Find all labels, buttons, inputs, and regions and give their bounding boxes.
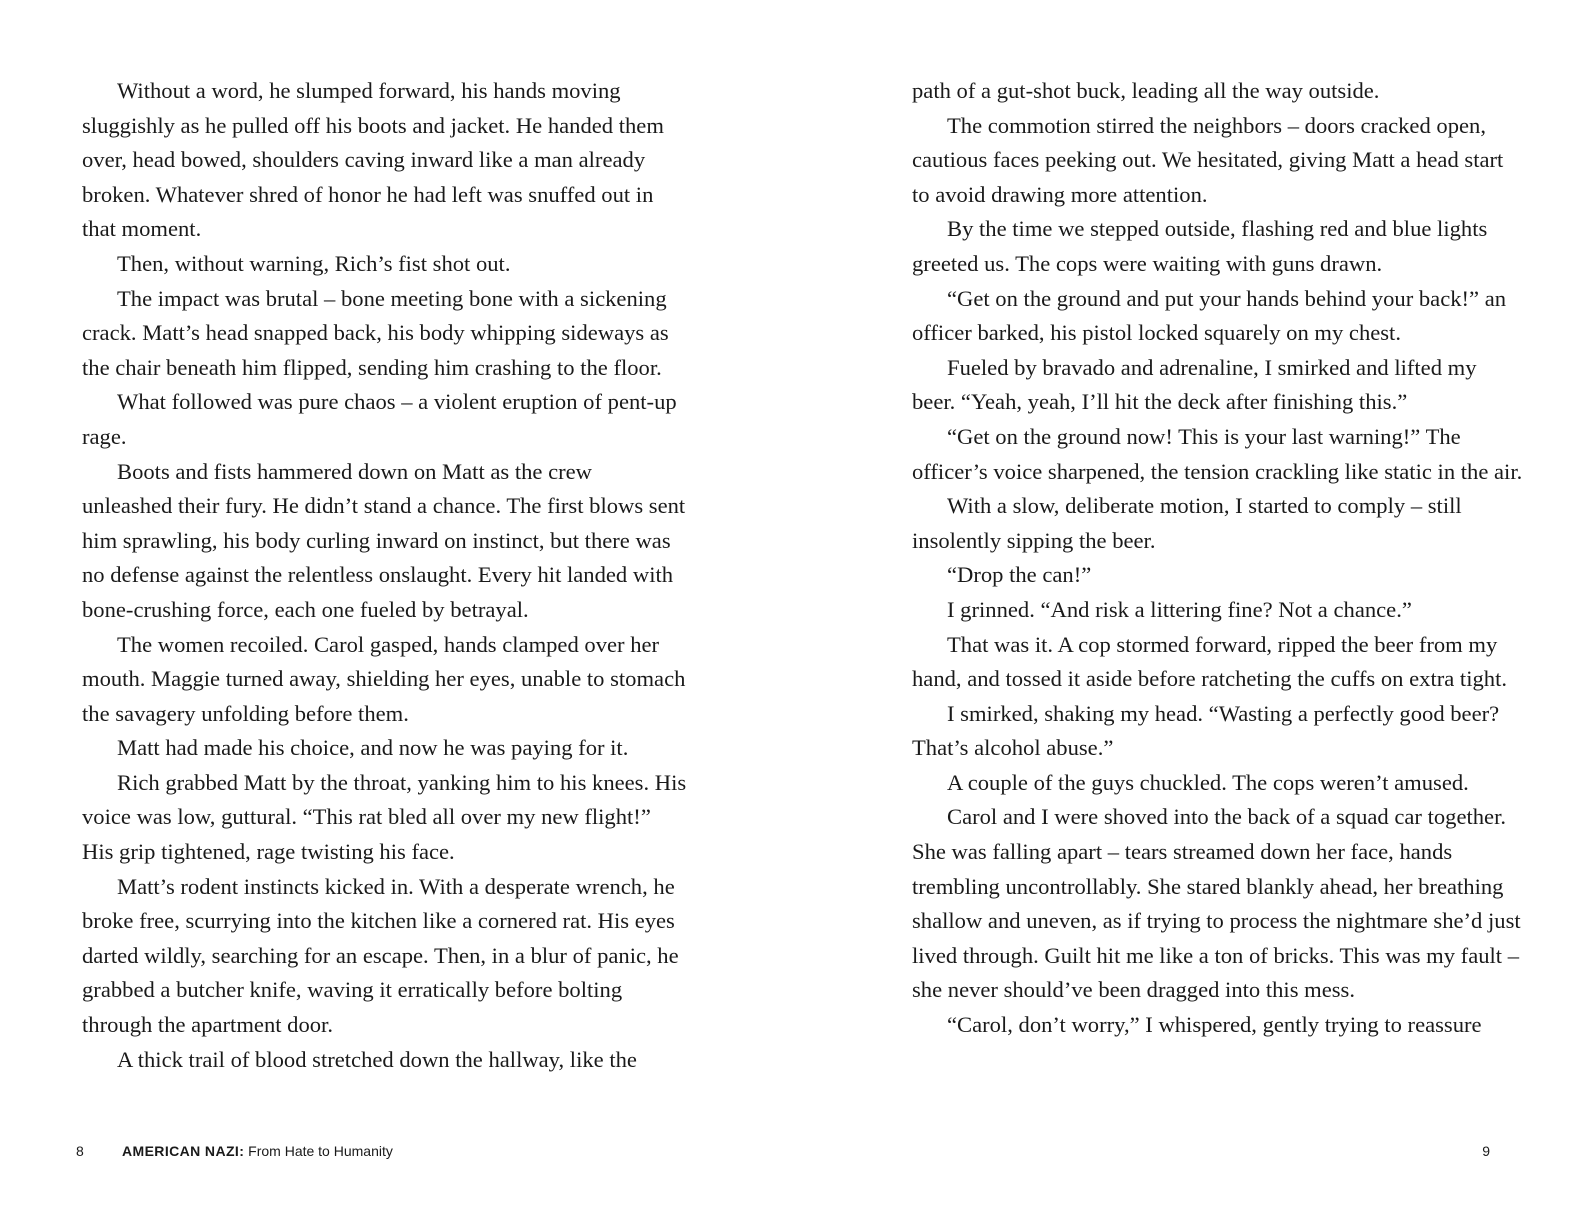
paragraph: What followed was pure chaos – a violent eruption of pent-up rage. [82,389,677,449]
paragraph: Matt’s rodent instincts kicked in. With a desperate wrench, he broke free, scurrying into the kitchen like a cornered rat. His eyes darted wildly, searching for an escape. Then, in a blur of panic, he grabbed a butcher knife, waving it erratically before bolting through the apartment door. [82,873,679,1038]
book-subtitle: From Hate to Humanity [244,1143,393,1159]
paragraph: “Get on the ground and put your hands behind your back!” an officer barked, his pistol locked squarely on my chest. [912,285,1507,346]
running-head [122,1143,393,1159]
paragraph: I grinned. “And risk a littering fine? Not a chance.” [947,596,1412,622]
paragraph: I smirked, shaking my head. “Wasting a perfectly good beer? That’s alcohol abuse.” [912,700,1500,761]
paragraph: A thick trail of blood stretched down the hallway, like the [117,1046,637,1072]
left-page-footer [76,1142,393,1160]
paragraph: Rich grabbed Matt by the throat, yanking him to his knees. His voice was low, guttural. “This rat bled all over my new flight!” His grip tightened, rage twisting his face. [82,769,687,865]
right-page-body [912,74,1524,1043]
paragraph: The impact was brutal – bone meeting bone with a sickening crack. Matt’s head snapped back, his body whipping sideways as the chair beneath him flipped, sending him crashing to the floor. [82,285,669,380]
paragraph: With a slow, deliberate motion, I started to comply – still insolently sipping the beer. [912,493,1462,553]
paragraph: Boots and fists hammered down on Matt as the crew unleashed their fury. He didn’t stand a chance. The first blows sent him sprawling, his body curling inward on instinct, but there was no defense against the relentless onslaught. Every hit landed with bone-crushing force, each one fueled by betrayal. [82,458,686,622]
paragraph: “Carol, don’t worry,” I whispered, gently trying to reassure [947,1012,1482,1038]
paragraph: Matt had made his choice, and now he was paying for it. [117,735,629,761]
paragraph: Carol and I were shoved into the back of a squad car together. She was falling apart – tears streamed down her face, hands trembling uncontrollably. She stared blankly ahead, her breathing shallow and uneven, as if trying to process the nightmare she’d just lived through. Guilt hit me like a ton of bricks. This was my fault – she never should’ve been dragged into this mess. [912,804,1521,1003]
paragraph: The women recoiled. Carol gasped, hands clamped over her mouth. Maggie turned away, shielding her eyes, unable to stomach the savagery unfolding before them. [82,631,686,726]
paragraph: Then, without warning, Rich’s fist shot out. [117,250,511,276]
paragraph: “Drop the can!” [947,562,1092,588]
paragraph: path of a gut-shot buck, leading all the way outside. [912,78,1380,103]
book-title: AMERICAN NAZI: [122,1143,245,1159]
paragraph: A couple of the guys chuckled. The cops weren’t amused. [947,769,1469,795]
page-number: 8 [76,1143,84,1159]
page-number: 9 [1482,1143,1490,1159]
paragraph: Fueled by bravado and adrenaline, I smirked and lifted my beer. “Yeah, yeah, I’ll hit the deck after finishing this.” [912,354,1477,415]
paragraph: The commotion stirred the neighbors – doors cracked open, cautious faces peeking out. We hesitated, giving Matt a head start to avoid drawing more attention. [912,112,1504,207]
right-page-footer [1482,1142,1490,1160]
paragraph: Without a word, he slumped forward, his hands moving sluggishly as he pulled off his boots and jacket. He handed them over, head bowed, shoulders caving inward like a man already broken. Whatever shred of honor he had left was snuffed out in that moment. [82,78,664,242]
right-page [798,0,1596,1219]
paragraph: “Get on the ground now! This is your last warning!” The officer’s voice sharpened, the tension crackling like static in the air. [912,423,1523,484]
paragraph: That was it. A cop stormed forward, ripped the beer from my hand, and tossed it aside before ratcheting the cuffs on extra tight. [912,631,1507,692]
paragraph: By the time we stepped outside, flashing red and blue lights greeted us. The cops were waiting with guns drawn. [912,216,1488,276]
left-page-body [82,74,687,1077]
